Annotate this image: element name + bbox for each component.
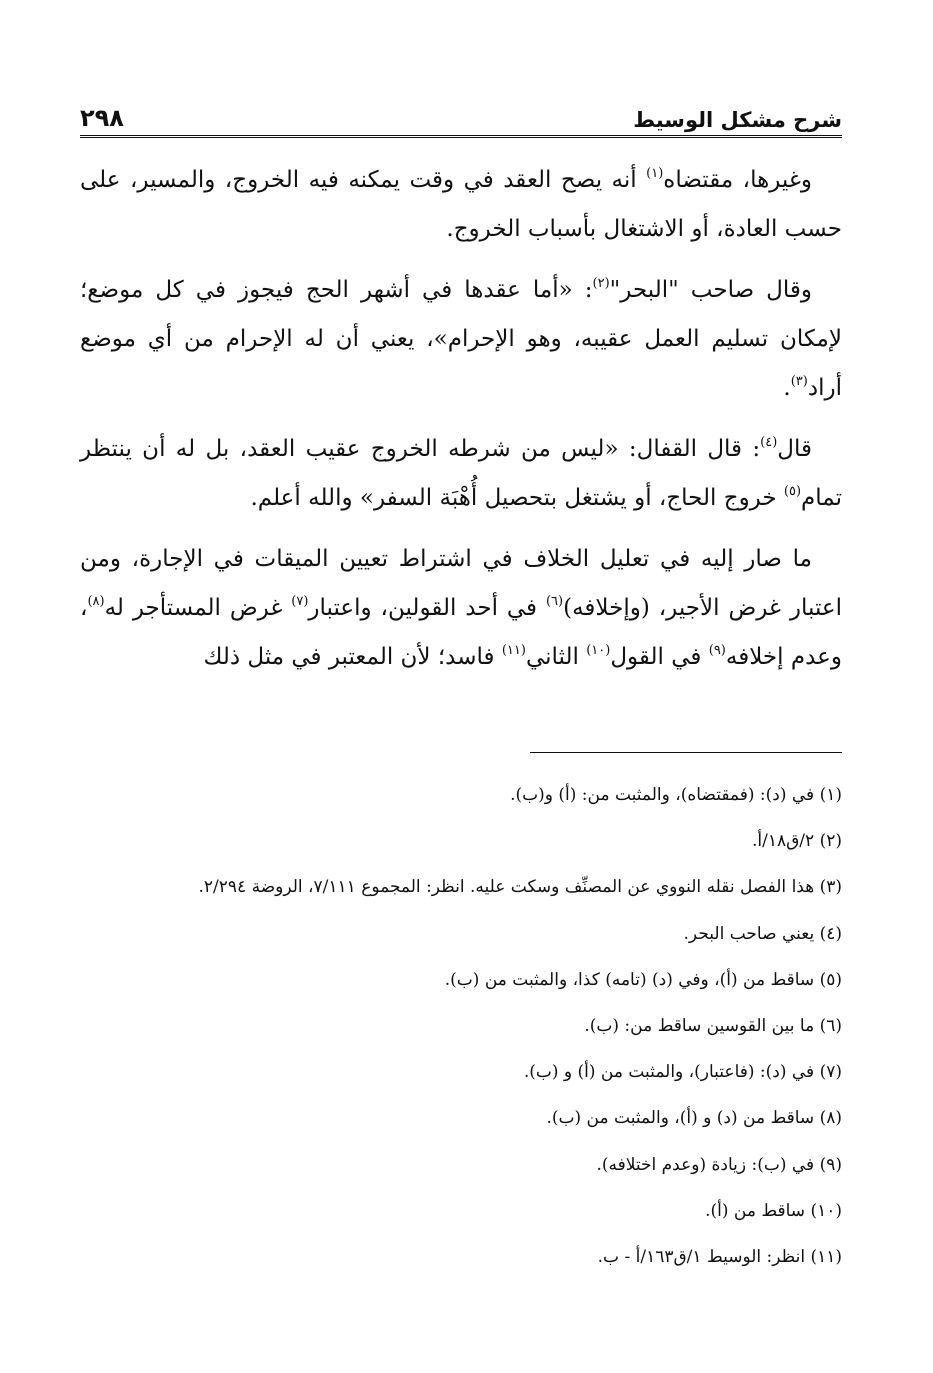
footnote-9: (٩) في (ب): زيادة (وعدم اختلافه). (596, 1154, 842, 1175)
footnote-ref: (٨) (87, 594, 105, 609)
footnote-8: (٨) ساقط من (د) و (أ)، والمثبت من (ب). (546, 1108, 842, 1129)
footnote-2: (٢) ٢/ق١٨/أ. (751, 831, 842, 852)
footnote-ref: (٣) (790, 374, 808, 389)
footnote-3: (٣) هذا الفصل نقله النووي عن المصنِّف وسكت عليه. انظر: المجموع ٧/١١١، الروضة ٢/٢٩٤. (198, 877, 842, 898)
footnote-ref: (٥) (783, 484, 802, 499)
footnote-ref: (٩) (708, 643, 726, 658)
footnote-ref: (٤) (760, 435, 778, 450)
footnote-1: (١) في (د): (فمقتضاه)، والمثبت من: (أ) و(ب). (510, 785, 842, 805)
running-title: شرح مشكل الوسيط (633, 108, 842, 132)
footnote-6: (٦) ما بين القوسين ساقط من: (ب). (584, 1016, 842, 1037)
footnote-ref: (١١) (501, 643, 526, 658)
page-header (80, 96, 842, 132)
main-text (80, 156, 842, 694)
footnote-ref: (١) (646, 166, 664, 181)
footnote-7: (٧) في (د): (فاعتبار)، والمثبت من (أ) و (ب). (523, 1062, 842, 1083)
paragraph-2: وقال صاحب "البحر"$^{(٢)}$: «أما عقدها في أشهر الحج فيجوز في كل موضع؛ لإمكان تسليم العمل عقيبه، وهو الإحرام»، يعني أن له الإحرام من أي موضع أراد$^{(٣)}$. (80, 276, 842, 401)
footnote-10: (١٠) ساقط من (أ). (705, 1200, 842, 1221)
footnote-ref: (٦) (545, 594, 564, 609)
footnote-4: (٤) يعني صاحب البحر. (683, 923, 842, 944)
page-number: ٢٩٨ (80, 104, 124, 132)
footnote-ref: (٧) (291, 594, 309, 609)
paragraph-3: قال$^{(٤)}$: قال القفال: «ليس من شرطه الخروج عقيب العقد، بل له أن ينتظر تمام$^{(٥)}$ خروج الحاج، أو يشتغل بتحصيل أُهْبَة السفر» والله أعلم. (80, 435, 842, 511)
paragraph-1: وغيرها، مقتضاه$^{(١)}$ أنه يصح العقد في وقت يمكنه فيه الخروج، والمسير، على حسب العادة، أو الاشتغال بأسباب الخروج. (80, 166, 842, 242)
paragraph-4: ما صار إليه في تعليل الخلاف في اشتراط تعيين الميقات في الإجارة، ومن اعتبار غرض الأجير، (وإخلافه)$^{(٦)}$ في أحد القولين، واعتبار$^{(٧)}$ غرض المستأجر له$^{(٨)}$، وعدم إخلافه$^{(٩)}$ في القول$^{(١٠)}$ الثاني$^{(١١)}$ فاسد؛ لأن المعتبر في مثل ذلك (80, 546, 842, 670)
footnotes (80, 772, 842, 1280)
footnote-ref: (٢) (592, 276, 610, 291)
footnote-ref: (١٠) (586, 643, 611, 658)
footnote-11: (١١) انظر: الوسيط ١/ق١٦٣/أ - ب. (597, 1247, 842, 1268)
footnote-5: (٥) ساقط من (أ)، وفي (د) (تامه) كذا، والمثبت من (ب). (444, 969, 842, 990)
header-divider (80, 135, 842, 138)
footnote-divider (530, 752, 842, 753)
